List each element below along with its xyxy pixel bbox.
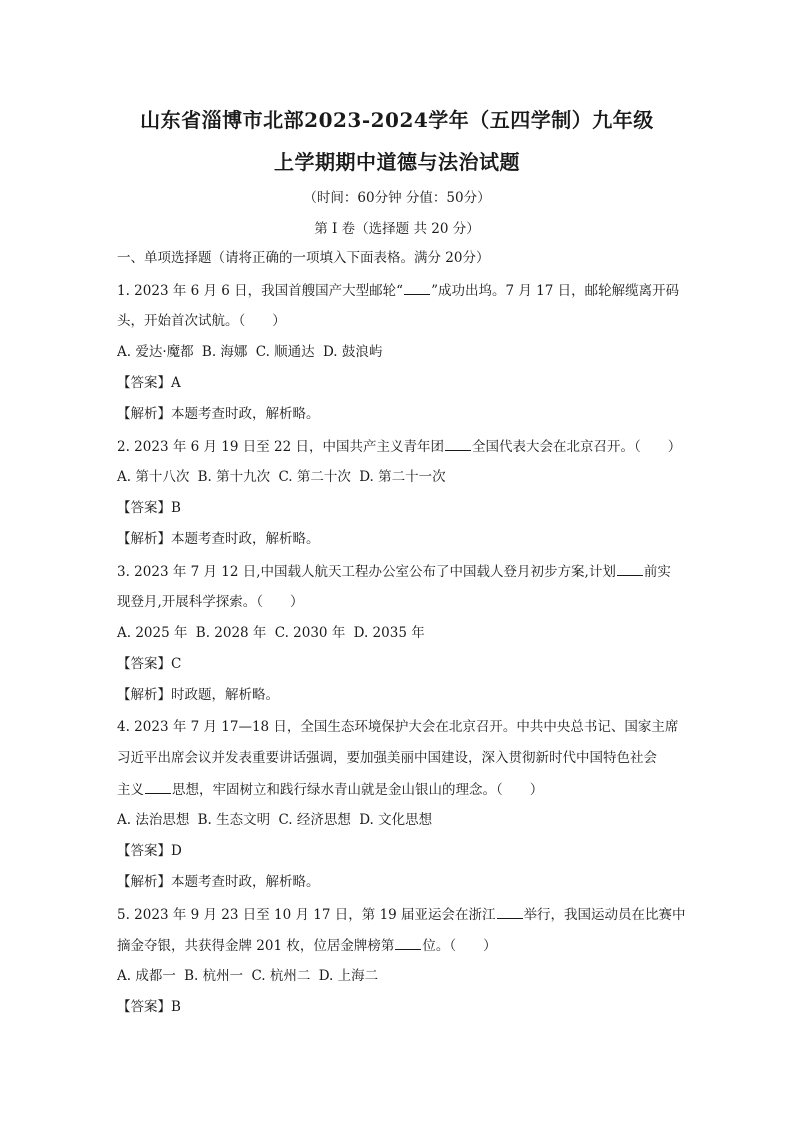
question-5-options (117, 966, 694, 986)
option-a: A. 成都一 (117, 968, 176, 984)
question-3-stem-line2: 现登月,开展科学探索。（ ） (117, 594, 304, 610)
question-4-stem-line2: 习近平出席会议并发表重要讲话强调，要加强美丽中国建设，深入贯彻新时代中国特色社会 (117, 750, 657, 766)
option-d: D. 鼓浪屿 (322, 344, 383, 360)
option-d: D. 文化思想 (359, 812, 433, 828)
option-b: B. 2028 年 (195, 625, 267, 641)
question-3-answer: 【答案】C (117, 656, 182, 672)
question-5-stem-line1: 5. 2023 年 9 月 23 日至 10 月 17 日，第 19 届亚运会在浙江 举行，我国运动员在比赛中 (117, 904, 694, 925)
question-2-answer: 【答案】B (117, 500, 181, 516)
exam-meta: （时间：60分钟 分值：50分） (303, 190, 491, 206)
option-a: A. 法治思想 (117, 812, 190, 828)
document-title-line2: 上学期期中道德与法治试题 (274, 150, 520, 174)
option-a: A. 2025 年 (117, 625, 188, 641)
question-3-analysis: 【解析】时政题，解析略。 (117, 687, 279, 703)
option-b: B. 海娜 (201, 344, 248, 360)
question-5-answer: 【答案】B (117, 999, 181, 1015)
option-c: C. 第二十次 (278, 469, 351, 485)
answer-blank (395, 935, 421, 950)
question-2-stem-line1: 2. 2023 年 6 月 19 日至 22 日，中国共产主义青年团 全国代表大会在北京召开。（ ） (117, 436, 694, 457)
question-3-stem-line1: 3. 2023 年 7 月 12 日,中国载人航天工程办公室公布了中国载人登月初步方案,计划 前实 (117, 561, 694, 582)
option-d: D. 第二十一次 (359, 469, 446, 485)
question-2-analysis: 【解析】本题考查时政，解析略。 (117, 531, 320, 547)
document-title-line1: 山东省淄博市北部2023-2024学年（五四学制）九年级 (140, 108, 654, 132)
option-d: D. 上海二 (318, 968, 379, 984)
option-a: A. 爱达·魔都 (117, 344, 194, 360)
option-b: B. 生态文明 (197, 812, 271, 828)
question-1-options (117, 342, 694, 362)
answer-blank (617, 561, 643, 576)
option-a: A. 第十八次 (117, 469, 190, 485)
option-c: C. 杭州二 (251, 968, 311, 984)
section-heading: 一、单项选择题（请将正确的一项填入下面表格。满分 20分） (117, 250, 490, 266)
answer-blank (404, 280, 430, 295)
option-b: B. 第十九次 (197, 469, 271, 485)
answer-blank (145, 779, 171, 794)
question-4-stem-line1: 4. 2023 年 7 月 17—18 日，全国生态环境保护大会在北京召开。中共中央总书记、国家主席 (117, 719, 679, 735)
question-4-options (117, 810, 694, 830)
question-1-answer: 【答案】A (117, 375, 181, 391)
volume-heading: 第 I 卷（选择题 共 20 分） (314, 221, 480, 237)
question-4-analysis: 【解析】本题考查时政，解析略。 (117, 874, 320, 890)
option-c: C. 2030 年 (274, 625, 346, 641)
question-1-analysis: 【解析】本题考查时政，解析略。 (117, 406, 320, 422)
question-2-options (117, 467, 694, 487)
answer-blank (445, 436, 471, 451)
question-3-options (117, 623, 694, 643)
option-c: C. 经济思想 (278, 812, 351, 828)
option-b: B. 杭州一 (184, 968, 244, 984)
question-4-answer: 【答案】D (117, 843, 182, 859)
answer-blank (497, 904, 523, 919)
question-1-stem-line2: 头，开始首次试航。（ ） (117, 313, 286, 329)
option-d: D. 2035 年 (353, 625, 425, 641)
question-4-stem-line3: 主义 思想，牢固树立和践行绿水青山就是金山银山的理念。（ ） (117, 779, 694, 800)
option-c: C. 顺通达 (255, 344, 315, 360)
question-1-stem-line1: 1. 2023 年 6 月 6 日，我国首艘国产大型邮轮“ ”成功出坞。7 月 17 日，邮轮解缆离开码 (117, 280, 694, 301)
question-5-stem-line2: 摘金夺银，共获得金牌 201 枚，位居金牌榜第 位。（ ） (117, 935, 694, 956)
